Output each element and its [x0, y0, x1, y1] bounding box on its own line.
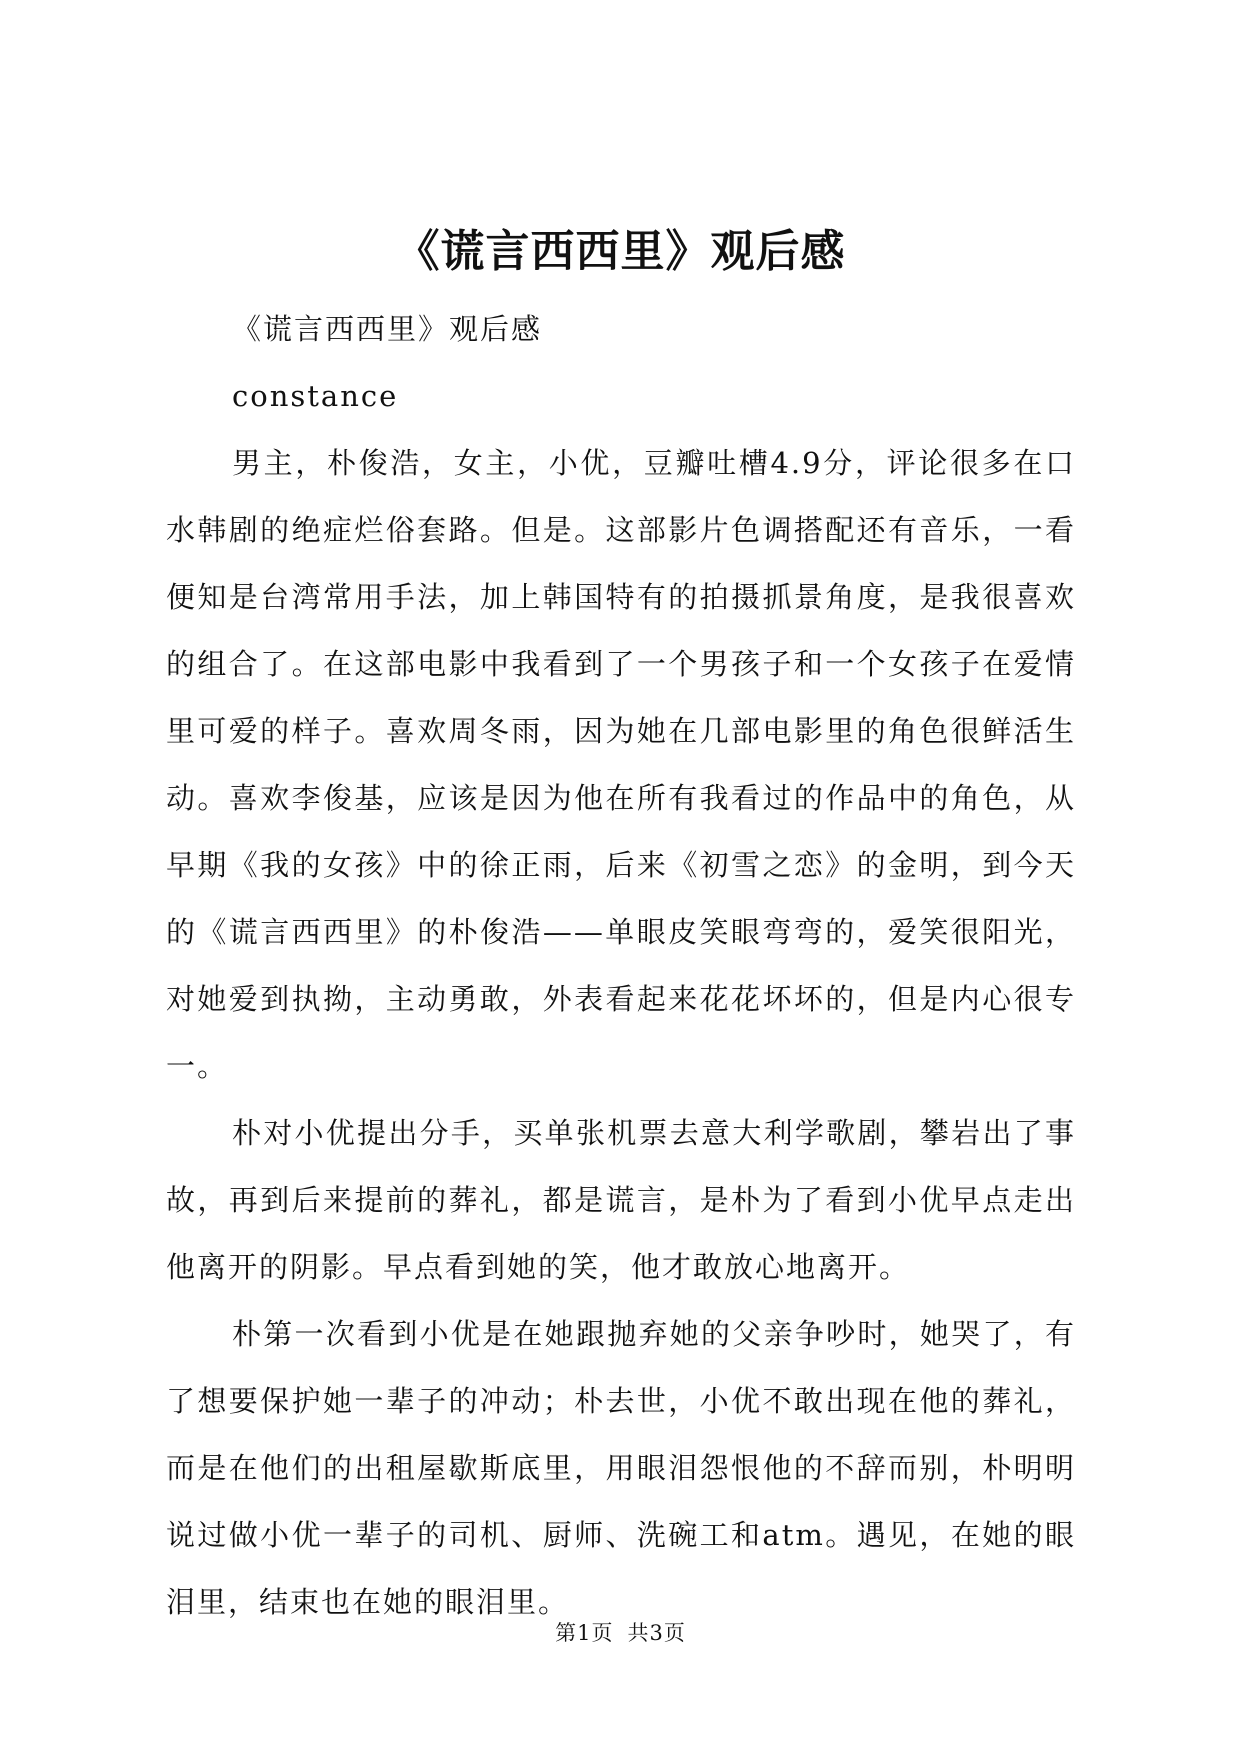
page-number: 第1页: [555, 1621, 614, 1645]
document-title: 《谎言西西里》观后感: [395, 226, 846, 277]
document-body: [166, 296, 1076, 1636]
body-paragraph: 朴对小优提出分手，买单张机票去意大利学歌剧，攀岩出了事故，再到后来提前的葬礼，都是谎言，是朴为了看到小优早点走出他离开的阴影。早点看到她的笑，他才敢放心地离开。: [166, 1116, 1076, 1284]
author-paragraph: constance: [232, 379, 399, 413]
page-footer: [0, 1618, 1241, 1648]
page-total: 共3页: [627, 1621, 686, 1645]
subtitle-paragraph: 《谎言西西里》观后感: [232, 312, 543, 346]
body-paragraph: 朴第一次看到小优是在她跟抛弃她的父亲争吵时，她哭了，有了想要保护她一辈子的冲动；朴去世，小优不敢出现在他的葬礼，而是在他们的出租屋歇斯底里，用眼泪怨恨他的不辞而别，朴明明说过做小优一辈子的司机、厨师、洗碗工和atm。遇见，在她的眼泪里，结束也在她的眼泪里。: [166, 1317, 1076, 1619]
body-paragraph: 男主，朴俊浩，女主，小优，豆瓣吐槽4.9分，评论很多在口水韩剧的绝症烂俗套路。但是。这部影片色调搭配还有音乐，一看便知是台湾常用手法，加上韩国特有的拍摄抓景角度，是我很喜欢的组合了。在这部电影中我看到了一个男孩子和一个女孩子在爱情里可爱的样子。喜欢周冬雨，因为她在几部电影里的角色很鲜活生动。喜欢李俊基，应该是因为他在所有我看过的作品中的角色，从早期《我的女孩》中的徐正雨，后来《初雪之恋》的金明，到今天的《谎言西西里》的朴俊浩——单眼皮笑眼弯弯的，爱笑很阳光，对她爱到执拗，主动勇敢，外表看起来花花坏坏的，但是内心很专一。: [166, 446, 1076, 1083]
